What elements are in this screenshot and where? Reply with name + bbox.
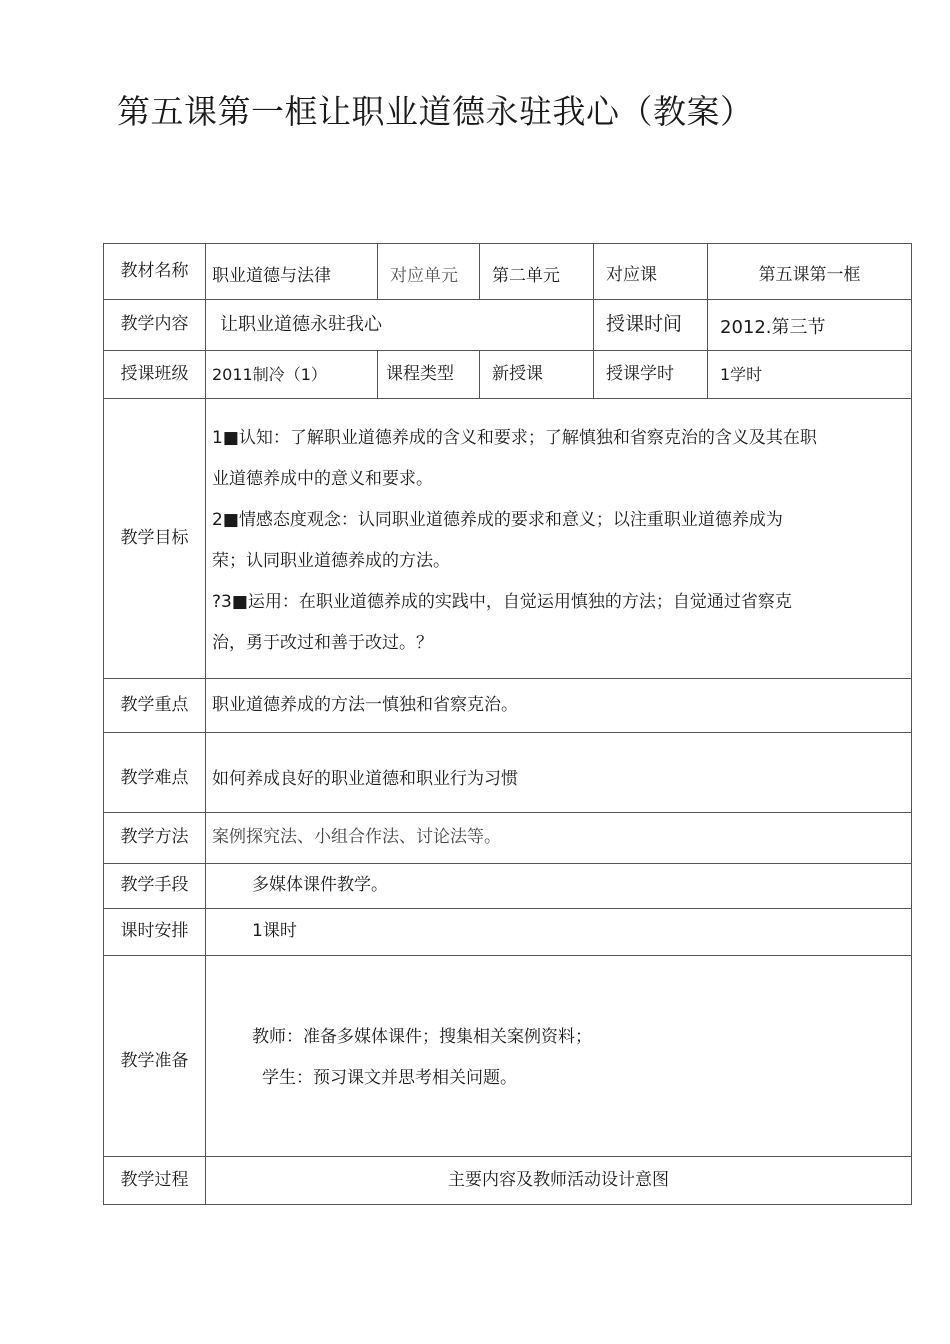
row-content (104, 300, 912, 351)
row-key-point (104, 679, 912, 733)
textbook-label: 教材名称 (104, 244, 206, 300)
unit-value: 第二单元 (480, 244, 594, 300)
objectives-content (206, 399, 912, 679)
row-difficulty (104, 733, 912, 813)
objective-line: 荣；认同职业道德养成的方法。 (212, 550, 450, 571)
row-method (104, 813, 912, 864)
unit-label: 对应单元 (378, 244, 480, 300)
schedule-value: 1课时 (206, 909, 912, 956)
objective-line: ?3■运用：在职业道德养成的实践中，自觉运用慎独的方法；自觉通过省察克 (212, 591, 792, 612)
objective-line: 1■认知：了解职业道德养成的含义和要求；了解慎独和省察克治的含义及其在职 (212, 427, 817, 448)
time-value: 2012.第三节 (708, 300, 912, 351)
process-label: 教学过程 (104, 1157, 206, 1205)
hours-value: 1学时 (708, 351, 912, 399)
row-preparation (104, 956, 912, 1157)
method-label: 教学方法 (104, 813, 206, 864)
process-value: 主要内容及教师活动设计意图 (206, 1157, 912, 1205)
means-label: 教学手段 (104, 864, 206, 909)
key-point-label: 教学重点 (104, 679, 206, 733)
schedule-label: 课时安排 (104, 909, 206, 956)
preparation-label: 教学准备 (104, 956, 206, 1157)
preparation-student: 学生：预习课文并思考相关问题。 (262, 1068, 517, 1088)
key-point-value: 职业道德养成的方法一慎独和省察克治。 (206, 679, 912, 733)
textbook-value: 职业道德与法律 (206, 244, 378, 300)
difficulty-label: 教学难点 (104, 733, 206, 813)
objective-line: 业道德养成中的意义和要求。 (212, 468, 433, 489)
means-value: 多媒体课件教学。 (206, 864, 912, 909)
content-value: 让职业道德永驻我心 (206, 300, 594, 351)
hours-label: 授课学时 (594, 351, 708, 399)
row-objectives (104, 399, 912, 679)
objective-line: 2■情感态度观念：认同职业道德养成的要求和意义；以注重职业道德养成为 (212, 509, 783, 530)
lesson-plan-table (103, 243, 912, 1205)
time-label: 授课时间 (594, 300, 708, 351)
class-label: 授课班级 (104, 351, 206, 399)
row-schedule (104, 909, 912, 956)
preparation-teacher: 教师：准备多媒体课件；搜集相关案例资料； (252, 1027, 592, 1047)
method-value: 案例探究法、小组合作法、讨论法等。 (206, 813, 912, 864)
course-type-label: 课程类型 (378, 351, 480, 399)
course-type-value: 新授课 (480, 351, 594, 399)
row-class (104, 351, 912, 399)
row-process (104, 1157, 912, 1205)
row-textbook (104, 244, 912, 300)
class-value: 2011制冷（1） (206, 351, 378, 399)
lesson-value: 第五课第一框 (708, 244, 912, 300)
page-title: 第五课第一框让职业道德永驻我心（教案） (117, 92, 754, 131)
content-label: 教学内容 (104, 300, 206, 351)
row-means (104, 864, 912, 909)
lesson-label: 对应课 (594, 244, 708, 300)
difficulty-value: 如何养成良好的职业道德和职业行为习惯 (206, 733, 912, 813)
objectives-label: 教学目标 (104, 399, 206, 679)
objective-line: 治，勇于改过和善于改过。？ (212, 632, 433, 653)
preparation-content (206, 956, 912, 1157)
